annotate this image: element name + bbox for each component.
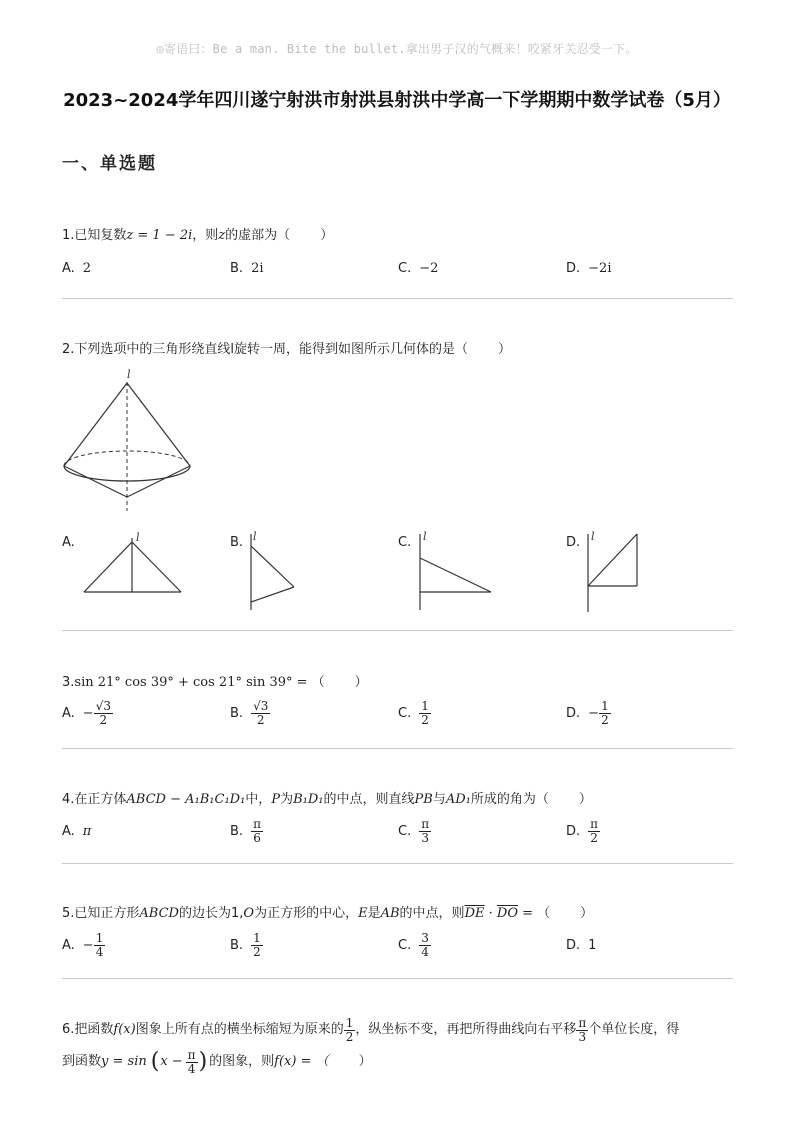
question-number: 3. (62, 675, 75, 690)
question-number: 4. (62, 792, 75, 807)
lower-generatrix-right (127, 466, 190, 497)
divider (62, 863, 733, 864)
option-d[interactable]: D. $\frac{\pi}{2}$ (566, 816, 599, 845)
upper-generatrix-left (64, 383, 127, 466)
option-c[interactable]: C. (398, 534, 412, 550)
question-4: 4.在正方体ABCD − A₁B₁C₁D₁中，P为B₁D₁的中点，则直线PB与AD₁所成的角为（ ） (62, 792, 592, 807)
question-number: 2. (62, 342, 75, 357)
option-b-figure (245, 530, 315, 625)
axis-label: l (127, 368, 131, 381)
option-b[interactable]: B. $\frac{√3}{2}$ (230, 698, 269, 727)
option-c[interactable]: C. −2 (398, 260, 439, 276)
option-c[interactable]: C. $\frac{1}{2}$ (398, 698, 429, 727)
axis-label: l (253, 530, 257, 543)
option-c[interactable]: C. $\frac{3}{4}$ (398, 930, 429, 959)
option-d[interactable]: D. 1 (566, 937, 597, 953)
divider (62, 298, 733, 299)
question-1: 1.已知复数z = 1 − 2i，则z的虚部为（ ） (62, 228, 334, 243)
question-5: 5.已知正方形ABCD的边长为1,O为正方形的中心，E是AB的中点，则$\overline{DE} \cdot \overline{DO}$ = （ ） (62, 906, 594, 921)
question-6-line-1: 6. 把函数 f(x) 图象上所有点的横坐标缩短为原来的 $\frac{1}{2}$ ，纵坐标不变，再把所得曲线向右平移 $\frac{\pi}{3}$ 个单位长度，得 (62, 1015, 680, 1044)
divider (62, 978, 733, 979)
option-c[interactable]: C. $\frac{\pi}{3}$ (398, 816, 430, 845)
header-motto: ◎寄语曰：Be a man. Bite the bullet.拿出男子汉的气概来！咬紧牙关忍受一下。 (156, 42, 638, 56)
section-heading: 一、单选题 (62, 154, 157, 174)
option-b[interactable]: B. $\frac{1}{2}$ (230, 930, 261, 959)
option-a[interactable]: A. − $\frac{1}{4}$ (62, 930, 104, 959)
option-d[interactable]: D. (566, 534, 581, 550)
divider (62, 748, 733, 749)
option-a[interactable]: A. π (62, 823, 92, 839)
option-b[interactable]: B. 2i (230, 260, 264, 276)
double-cone-figure (55, 366, 205, 526)
divider (62, 630, 733, 631)
axis-label: l (591, 530, 595, 543)
axis-label: l (136, 531, 140, 544)
option-a[interactable]: A. 2 (62, 260, 92, 276)
option-b[interactable]: B. $\frac{\pi}{6}$ (230, 816, 261, 845)
question-6-line-2: 到函数 y = sin ( x − $\frac{\pi}{4}$ ) 的图象，则 f(x) = （ ） (62, 1047, 372, 1076)
vector-de: $\overline{DE}$ (464, 906, 485, 921)
vector-do: $\overline{DO}$ (496, 906, 518, 921)
lower-generatrix-left (64, 466, 127, 497)
option-b[interactable]: B. (230, 534, 244, 550)
option-c-figure (415, 530, 505, 625)
option-a-figure (80, 530, 190, 625)
question-3: 3.sin 21° cos 39° + cos 21° sin 39° = （ ） (62, 675, 368, 690)
option-a[interactable]: A. − $\frac{√3}{2}$ (62, 698, 111, 727)
question-number: 6. (62, 1022, 75, 1037)
question-number: 1. (62, 228, 75, 243)
option-d[interactable]: D. − $\frac{1}{2}$ (566, 698, 609, 727)
option-d-figure (582, 530, 652, 625)
upper-generatrix-right (127, 383, 190, 466)
question-number: 5. (62, 906, 75, 921)
option-d[interactable]: D. −2i (566, 260, 612, 276)
axis-label: l (423, 530, 427, 543)
option-a[interactable]: A. (62, 534, 75, 550)
page-title: 2023~2024学年四川遂宁射洪市射洪县射洪中学高一下学期期中数学试卷（5月） (63, 90, 731, 111)
question-2: 2.下列选项中的三角形绕直线l旋转一周，能得到如图所示几何体的是（ ） (62, 342, 512, 357)
